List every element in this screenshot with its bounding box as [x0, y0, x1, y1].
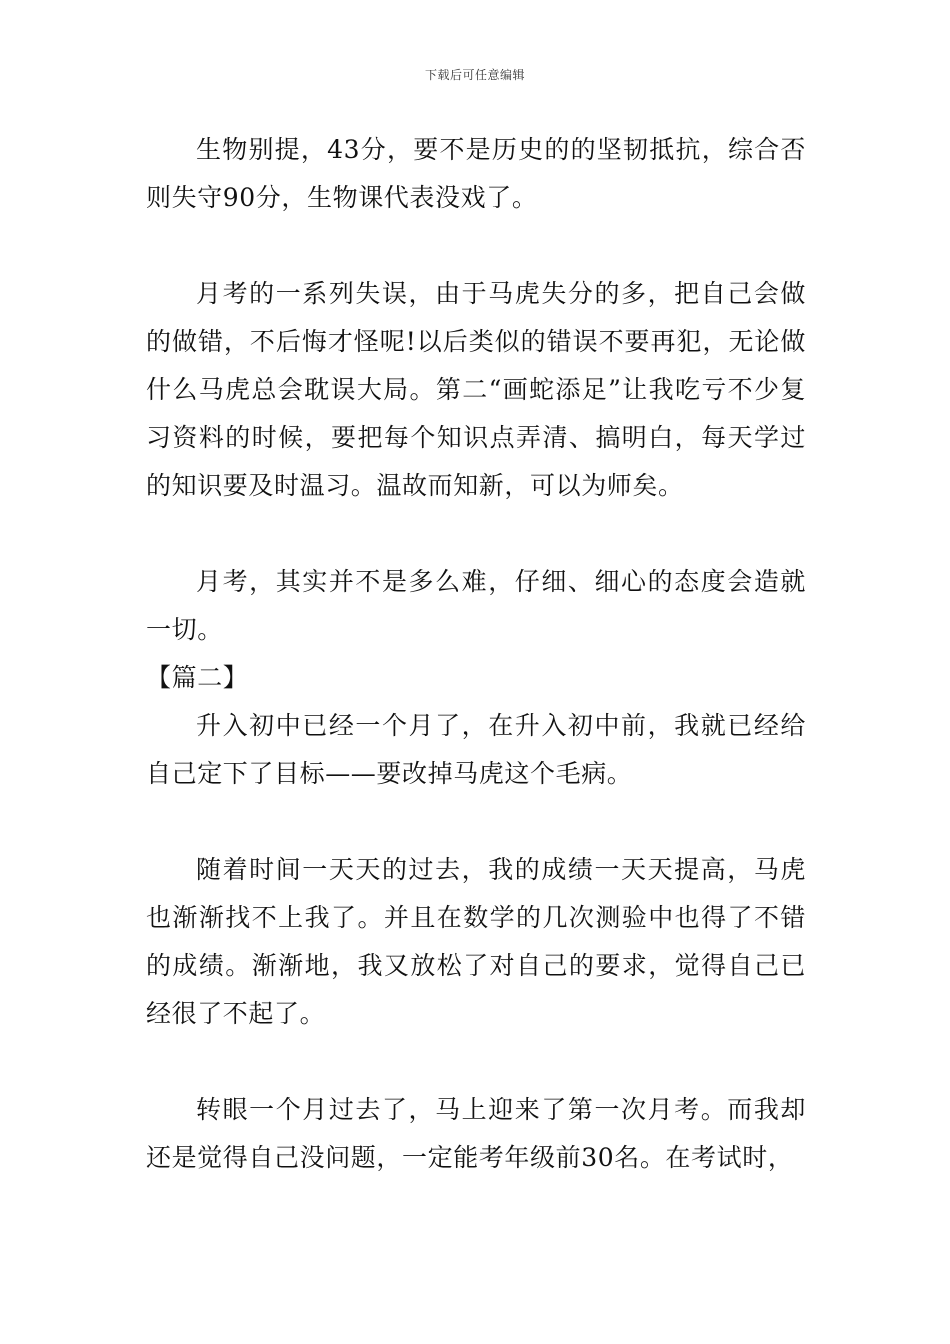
- paragraph: 生物别提，43分，要不是历史的的坚韧抵抗，综合否则失守90分，生物课代表没戏了。: [146, 135, 806, 212]
- paragraph: 随着时间一天天的过去，我的成绩一天天提高，马虎也渐渐找不上我了。并且在数学的几次测验中也得了不错的成绩。渐渐地，我又放松了对自己的要求，觉得自己已经很了不起了。: [146, 855, 806, 1028]
- paragraph: 月考，其实并不是多么难，仔细、细心的态度会造就一切。: [146, 567, 806, 644]
- paragraph-gap: [146, 798, 806, 846]
- page-header: 下载后可任意编辑: [424, 68, 525, 82]
- document-body: [146, 126, 806, 1182]
- paragraph-gap: [146, 510, 806, 558]
- section-title: 【篇二】: [146, 663, 249, 692]
- paragraph: 月考的一系列失误，由于马虎失分的多，把自己会做的做错，不后悔才怪呢!以后类似的错误不要再犯，无论做什么马虎总会耽误大局。第二“画蛇添足”让我吃亏不少复习资料的时候，要把每个知识点弄清、搞明白，每天学过的知识要及时温习。温故而知新，可以为师矣。: [146, 279, 806, 500]
- paragraph-gap: [146, 1038, 806, 1086]
- paragraph: 转眼一个月过去了，马上迎来了第一次月考。而我却还是觉得自己没问题，一定能考年级前30名。在考试时，: [146, 1095, 806, 1172]
- paragraph-gap: [146, 222, 806, 270]
- paragraph: 升入初中已经一个月了，在升入初中前，我就已经给自己定下了目标——要改掉马虎这个毛病。: [146, 711, 806, 788]
